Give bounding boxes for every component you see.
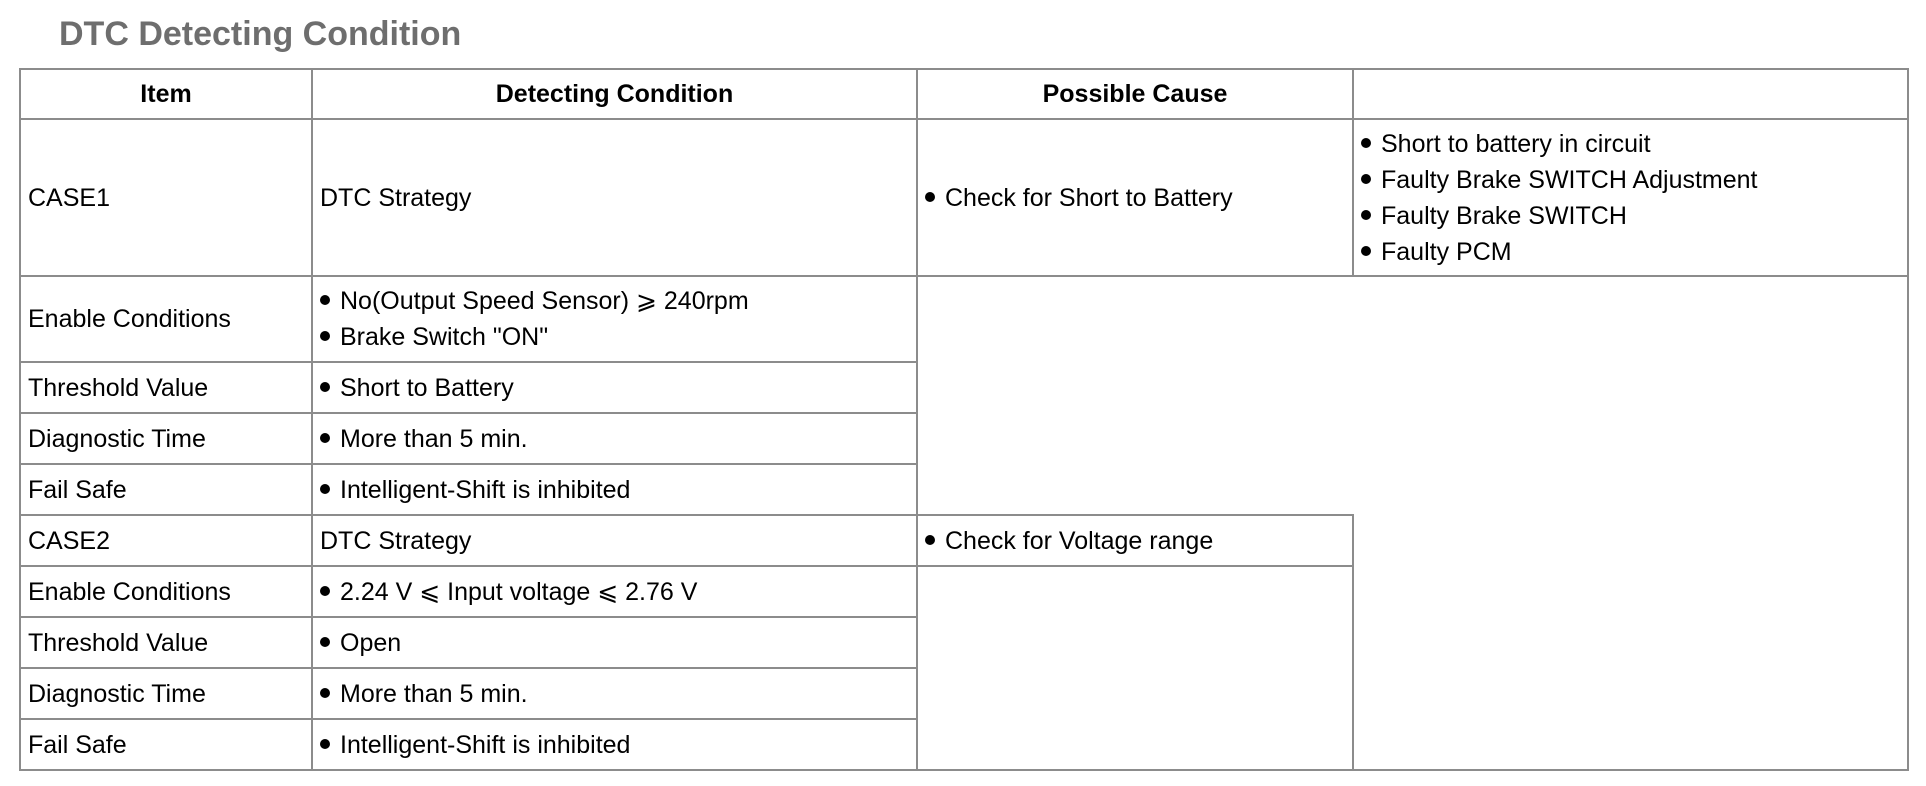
case1-possible-cause-cell <box>917 119 1353 276</box>
table-row-case2 <box>20 515 1908 566</box>
list-item: No(Output Speed Sensor) ⩾ 240rpm <box>320 283 916 319</box>
bullet-icon <box>1361 210 1371 220</box>
bullet-icon <box>320 331 330 341</box>
header-item: Item <box>20 69 312 119</box>
case1-condition-cell: DTC Strategy <box>312 119 917 276</box>
list-item: Short to battery in circuit <box>1361 126 1907 162</box>
case1-threshold-cell: Short to Battery <box>312 362 917 413</box>
list-item: Brake Switch "ON" <box>320 319 916 355</box>
list-item: Faulty Brake SWITCH Adjustment <box>1361 162 1907 198</box>
table-row-case1-enable <box>20 276 1908 362</box>
bullet-icon <box>320 382 330 392</box>
case1-blank-area <box>917 276 1908 515</box>
bullet-icon <box>320 637 330 647</box>
bullet-icon <box>320 586 330 596</box>
case2-enable-cell: 2.24 V ⩽ Input voltage ⩽ 2.76 V <box>312 566 917 617</box>
case1-causes-cell <box>1353 119 1908 276</box>
bullet-icon <box>1361 174 1371 184</box>
bullet-icon <box>925 192 935 202</box>
case1-enable-label: Enable Conditions <box>20 276 312 362</box>
case2-blank-area-mid <box>917 566 1353 770</box>
case2-item-cell: CASE2 <box>20 515 312 566</box>
bullet-icon <box>925 535 935 545</box>
case1-diag-cell: More than 5 min. <box>312 413 917 464</box>
bullet-icon <box>320 688 330 698</box>
case1-item-cell: CASE1 <box>20 119 312 276</box>
case2-diag-label: Diagnostic Time <box>20 668 312 719</box>
bullet-icon <box>320 433 330 443</box>
case2-failsafe-cell: Intelligent-Shift is inhibited <box>312 719 917 770</box>
dtc-condition-table <box>19 68 1909 771</box>
list-item: Faulty Brake SWITCH <box>1361 198 1907 234</box>
table-row-case1 <box>20 119 1908 276</box>
case1-possible-cause-text: Check for Short to Battery <box>945 183 1233 212</box>
case1-enable-list <box>320 283 916 355</box>
bullet-icon <box>320 295 330 305</box>
case2-enable-label: Enable Conditions <box>20 566 312 617</box>
case2-possible-cause-cell: Check for Voltage range <box>917 515 1353 566</box>
header-possible-cause: Possible Cause <box>917 69 1353 119</box>
case2-condition-cell: DTC Strategy <box>312 515 917 566</box>
header-detecting-condition: Detecting Condition <box>312 69 917 119</box>
header-extra <box>1353 69 1908 119</box>
case1-failsafe-cell: Intelligent-Shift is inhibited <box>312 464 917 515</box>
case1-diag-label: Diagnostic Time <box>20 413 312 464</box>
list-item: Faulty PCM <box>1361 234 1907 270</box>
case2-blank-area-right <box>1353 515 1908 770</box>
case2-failsafe-label: Fail Safe <box>20 719 312 770</box>
case1-causes-list <box>1361 126 1907 270</box>
case2-threshold-cell: Open <box>312 617 917 668</box>
case1-failsafe-label: Fail Safe <box>20 464 312 515</box>
case1-threshold-label: Threshold Value <box>20 362 312 413</box>
bullet-icon <box>1361 246 1371 256</box>
case2-threshold-label: Threshold Value <box>20 617 312 668</box>
table-header-row <box>20 69 1908 119</box>
bullet-icon <box>320 739 330 749</box>
page-title: DTC Detecting Condition <box>59 15 462 53</box>
bullet-icon <box>1361 138 1371 148</box>
bullet-icon <box>320 484 330 494</box>
case1-enable-cell <box>312 276 917 362</box>
case2-diag-cell: More than 5 min. <box>312 668 917 719</box>
